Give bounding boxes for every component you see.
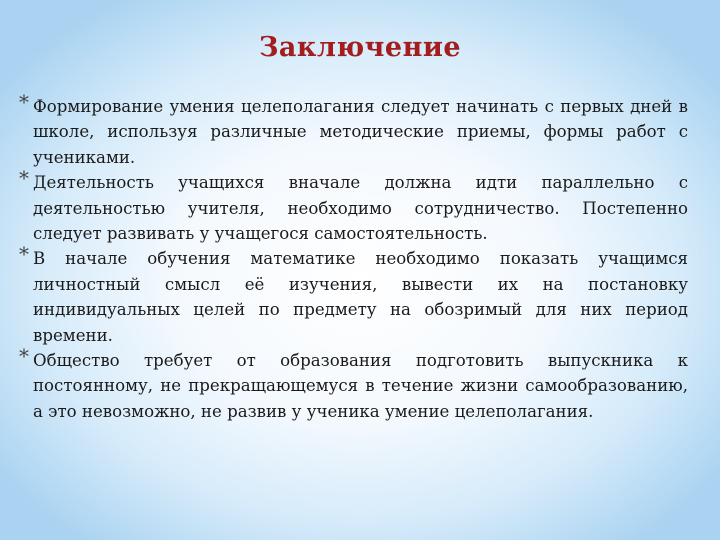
bullet-asterisk-icon: * <box>19 344 29 369</box>
slide-title: Заключение <box>258 32 462 63</box>
bullet-text: Общество требует от образования подготовить выпускника к постоянному, не прекращающемуся в течение жизни самообразованию, а это невозможно, не развив у ученика умение целеполагания. <box>33 351 688 421</box>
bullet-text: Деятельность учащихся вначале должна идти параллельно с деятельностью учителя, необходимо сотрудничество. Постепенно следует развивать у учащегося самостоятельность. <box>33 173 688 244</box>
bullet-item <box>19 242 688 348</box>
bullet-asterisk-icon: * <box>19 90 29 114</box>
bullet-item <box>19 90 688 170</box>
bullet-text: В начале обучения математике необходимо показать учащимся личностный смысл её изучения, вывести их на постановку индивидуальных целей по предмету на обозримый для них период времени. <box>33 249 688 345</box>
bullet-item <box>19 166 688 246</box>
bullet-item <box>19 344 688 424</box>
bullet-list <box>19 90 688 424</box>
bullet-asterisk-icon: * <box>19 166 29 191</box>
bullet-asterisk-icon: * <box>19 242 29 267</box>
bullet-text: Формирование умения целеполагания следует начинать с первых дней в школе, используя различные методические приемы, формы работ с учениками. <box>33 97 688 167</box>
